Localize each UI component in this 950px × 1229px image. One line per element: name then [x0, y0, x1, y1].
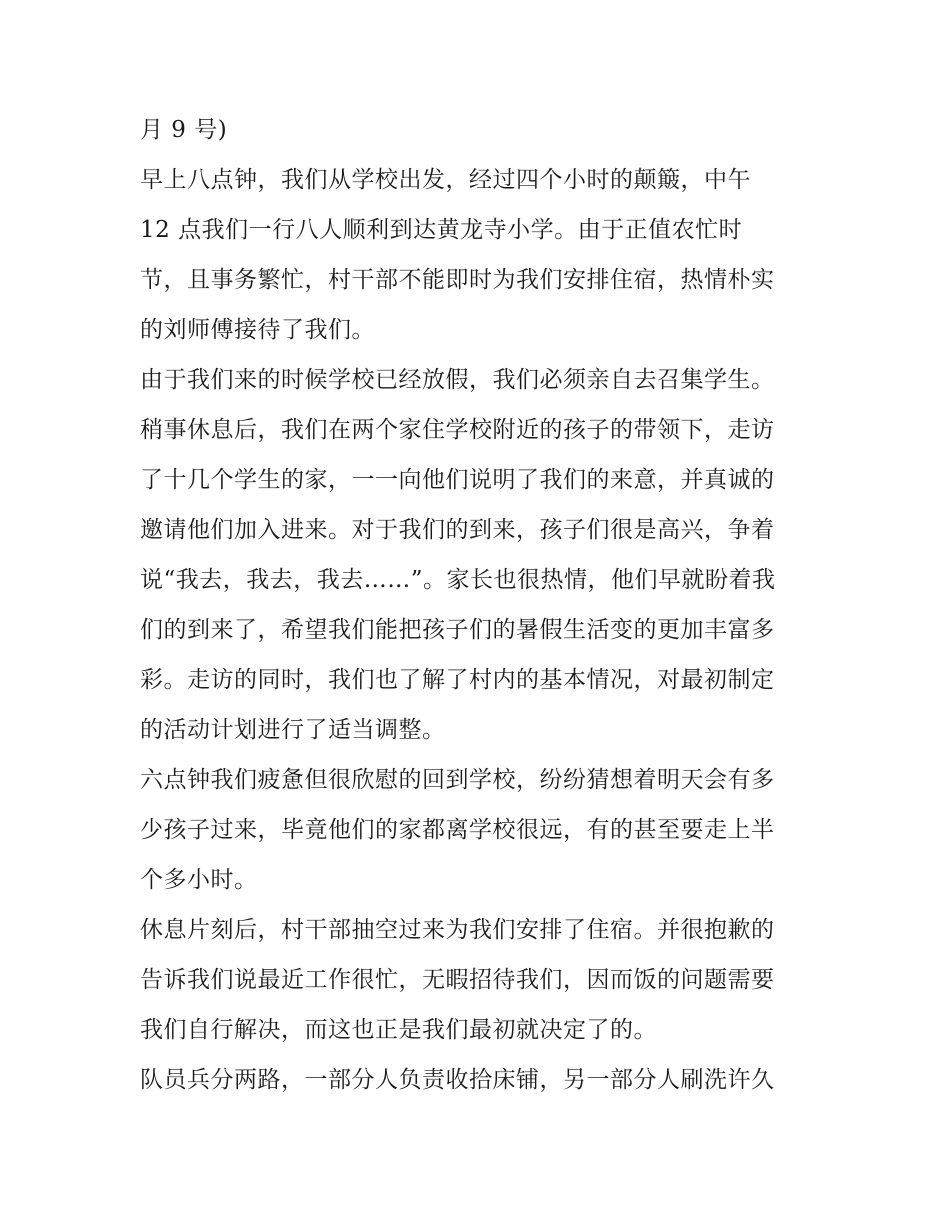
text-line: 了十几个学生的家，一一向他们说明了我们的来意，并真诚的: [140, 467, 775, 493]
text-line: 邀请他们加入进来。对于我们的到来，孩子们很是高兴，争着: [140, 517, 775, 543]
text-line: 彩。走访的同时，我们也了解了村内的基本情况，对最初制定: [140, 667, 775, 693]
text-line: 说“我去，我去，我去……”。家长也很热情，他们早就盼着我: [140, 567, 776, 593]
text-line: 月 9 号): [140, 117, 228, 143]
text-line: 早上八点钟，我们从学校出发，经过四个小时的颠簸，中午: [140, 167, 751, 193]
text-line: 休息片刻后，村干部抽空过来为我们安排了住宿。并很抱歉的: [140, 917, 775, 943]
text-line: 队员兵分两路，一部分人负责收拾床铺，另一部分人刷洗许久: [140, 1067, 775, 1093]
text-line: 由于我们来的时候学校已经放假，我们必须亲自去召集学生。: [140, 367, 775, 393]
text-line: 告诉我们说最近工作很忙，无暇招待我们，因而饭的问题需要: [140, 967, 775, 993]
text-line: 节，且事务繁忙，村干部不能即时为我们安排住宿，热情朴实: [140, 267, 775, 293]
text-line: 少孩子过来，毕竟他们的家都离学校很远，有的甚至要走上半: [140, 817, 775, 843]
text-line: 六点钟我们疲惫但很欣慰的回到学校，纷纷猜想着明天会有多: [140, 767, 775, 793]
text-line: 们的到来了，希望我们能把孩子们的暑假生活变的更加丰富多: [140, 617, 775, 643]
text-line: 稍事休息后，我们在两个家住学校附近的孩子的带领下，走访: [140, 417, 775, 443]
text-line: 12 点我们一行八人顺利到达黄龙寺小学。由于正值农忙时: [140, 217, 743, 243]
text-line: 的活动计划进行了适当调整。: [140, 717, 446, 743]
text-line: 个多小时。: [140, 867, 258, 893]
text-line: 我们自行解决，而这也正是我们最初就决定了的。: [140, 1017, 657, 1043]
text-line: 的刘师傅接待了我们。: [140, 317, 375, 343]
